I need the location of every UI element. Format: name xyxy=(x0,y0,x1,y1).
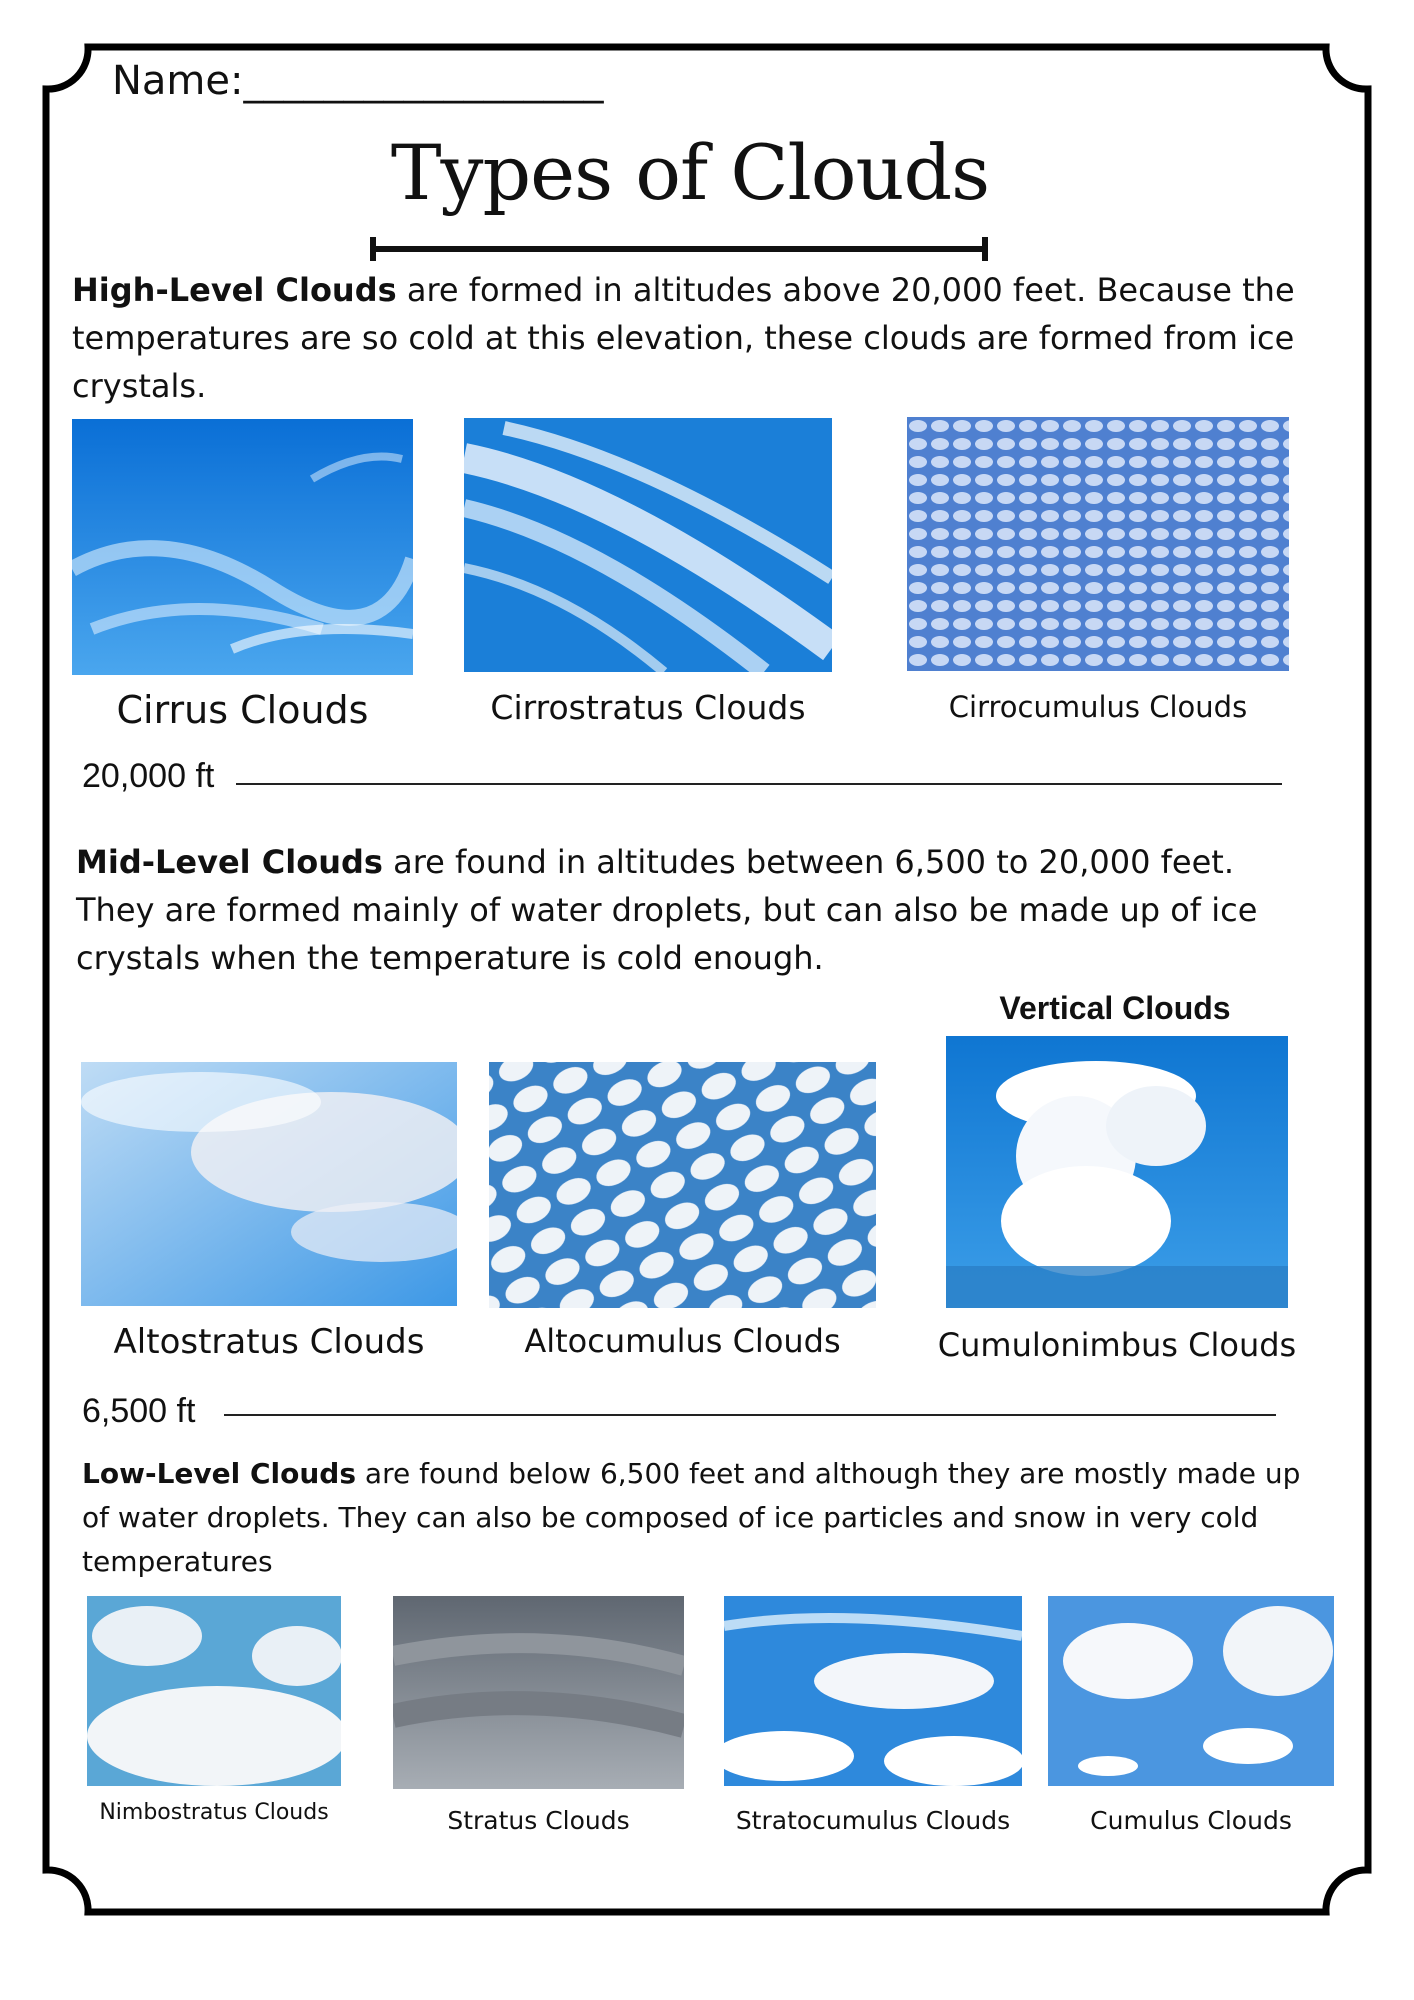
caption-cirrus: Cirrus Clouds xyxy=(116,688,369,732)
altitude-marker-20000: 20,000 ft xyxy=(82,757,215,795)
caption-altocumulus: Altocumulus Clouds xyxy=(524,1322,841,1360)
stratocumulus-photo xyxy=(724,1596,1022,1786)
cirrostratus-photo xyxy=(464,418,832,672)
high-level-description xyxy=(72,266,1312,410)
altitude-marker-6500: 6,500 ft xyxy=(82,1392,196,1430)
cirrocumulus-photo xyxy=(907,417,1289,671)
cumulonimbus-photo xyxy=(946,1036,1288,1308)
altocumulus-photo xyxy=(489,1062,876,1308)
low-level-text: are found below 6,500 feet and although they are mostly made up of water droplets. They can also be composed of ice particles and snow in very cold temperatures xyxy=(82,1457,1301,1578)
caption-cirrostratus: Cirrostratus Clouds xyxy=(490,688,806,727)
caption-cumulus: Cumulus Clouds xyxy=(1090,1806,1292,1835)
caption-stratocumulus: Stratocumulus Clouds xyxy=(735,1806,1011,1835)
cirrus-photo xyxy=(72,419,413,675)
altitude-line-20000 xyxy=(236,783,1282,785)
nimbostratus-photo xyxy=(87,1596,341,1786)
caption-altostratus: Altostratus Clouds xyxy=(113,1322,425,1362)
high-level-text: are formed in altitudes above 20,000 feet. Because the temperatures are so cold at this elevation, these clouds are formed from ice crystals. xyxy=(72,271,1295,405)
mid-level-heading: Mid-Level Clouds xyxy=(76,843,383,881)
altitude-line-6500 xyxy=(224,1414,1276,1416)
mid-level-text: are found in altitudes between 6,500 to 20,000 feet. They are formed mainly of water droplets, but can also be made up of ice crystals when the temperature is cold enough. xyxy=(76,843,1258,977)
high-level-heading: High-Level Clouds xyxy=(72,271,397,309)
caption-cirrocumulus: Cirrocumulus Clouds xyxy=(948,690,1248,724)
page-title: Types of Clouds xyxy=(390,128,990,217)
stratus-photo xyxy=(393,1596,684,1789)
caption-stratus: Stratus Clouds xyxy=(447,1806,630,1835)
vertical-clouds-heading: Vertical Clouds xyxy=(999,990,1231,1026)
low-level-heading: Low-Level Clouds xyxy=(82,1457,357,1490)
cumulus-photo xyxy=(1048,1596,1334,1786)
altostratus-photo xyxy=(81,1062,457,1306)
title-underline xyxy=(370,231,988,267)
caption-cumulonimbus: Cumulonimbus Clouds xyxy=(937,1326,1297,1364)
name-field-label: Name:__________________ xyxy=(112,58,604,104)
low-level-description xyxy=(82,1452,1322,1584)
caption-nimbostratus: Nimbostratus Clouds xyxy=(99,1800,329,1825)
mid-level-description xyxy=(76,838,1316,982)
